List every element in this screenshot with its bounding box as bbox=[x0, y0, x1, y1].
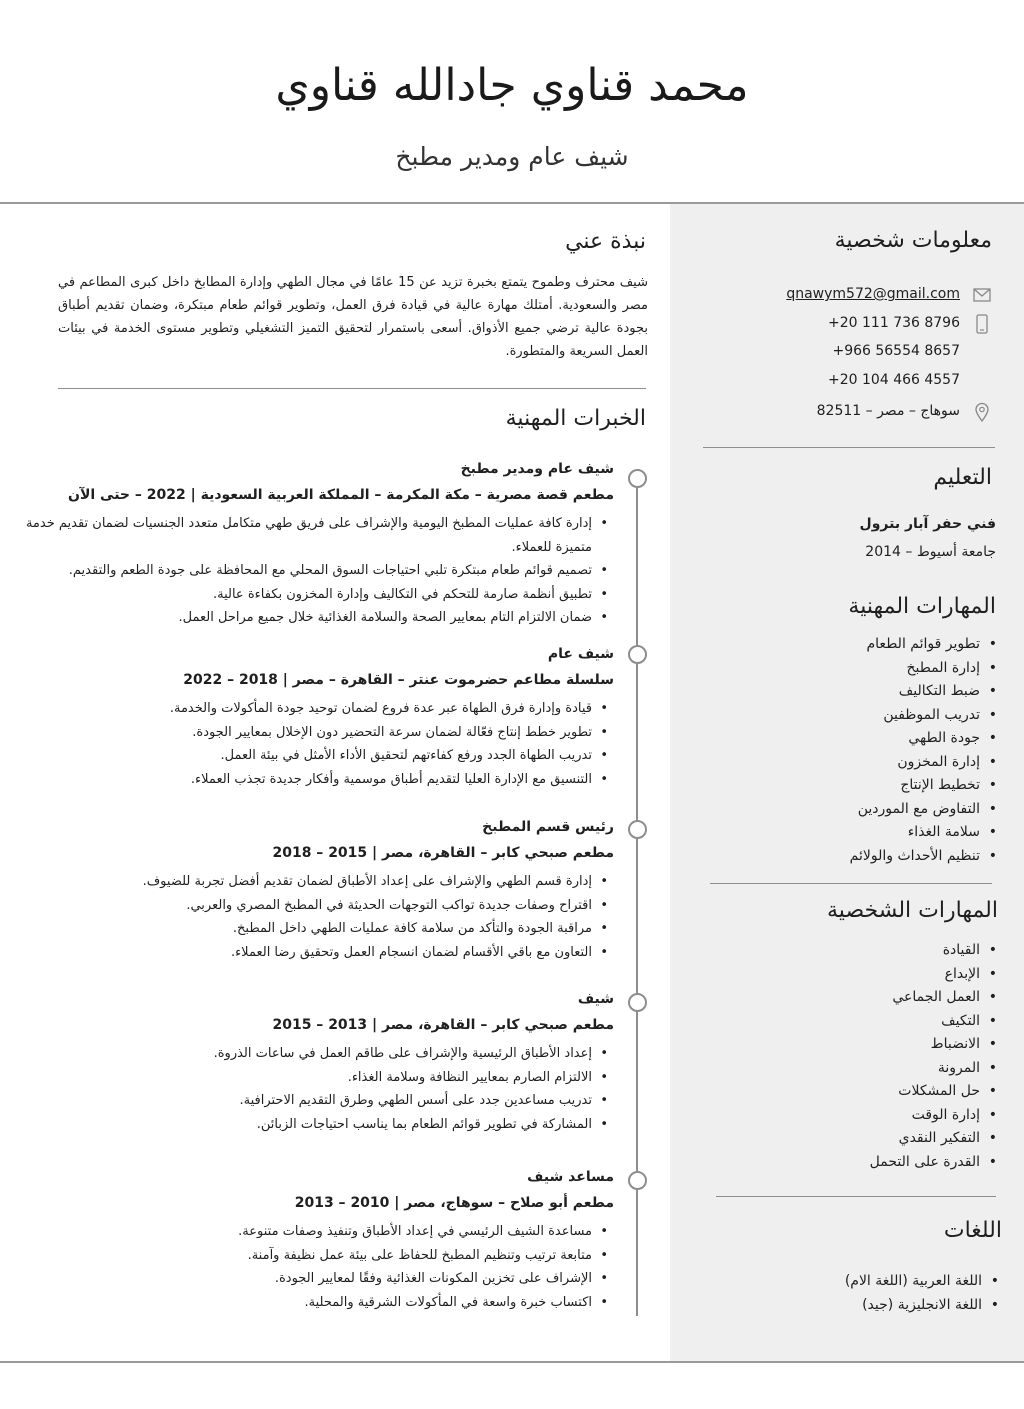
job-4-company: مطعم صبحي كابر – القاهرة، مصر | 2013 – 2015 bbox=[272, 1017, 614, 1033]
list-item: • مساعدة الشيف الرئيسي في إعداد الأطباق وتنفيذ وصفات متنوعة. bbox=[14, 1220, 614, 1244]
job-2-title: شيف عام bbox=[547, 646, 614, 662]
job-1-title: شيف عام ومدير مطبخ bbox=[460, 461, 614, 477]
job-5-company: مطعم أبو صلاح – سوهاج، مصر | 2010 – 2013 bbox=[294, 1195, 614, 1211]
location-pin-icon bbox=[972, 402, 992, 422]
list-item: • التعاون مع باقي الأقسام لضمان انسجام العمل وتحقيق رضا العملاء. bbox=[14, 941, 614, 965]
job-2-company: سلسلة مطاعم حضرموت عنتر – القاهرة – مصر | 2018 – 2022 bbox=[183, 672, 614, 688]
education-university: جامعة أسيوط – 2014 bbox=[865, 544, 996, 560]
job-1-bullets bbox=[14, 512, 614, 630]
job-4-title: شيف bbox=[577, 991, 614, 1007]
list-item: • إدارة المخزون bbox=[700, 751, 1000, 775]
list-item: • إدارة قسم الطهي والإشراف على إعداد الأطباق لضمان تقديم أفضل تجربة للضيوف. bbox=[14, 870, 614, 894]
list-item: • تطوير خطط إنتاج فعّالة لضمان سرعة التحضير دون الإخلال بمعايير الجودة. bbox=[14, 721, 614, 745]
footer-divider bbox=[0, 1361, 1024, 1363]
resume-header bbox=[0, 0, 1024, 202]
languages-title: اللغات bbox=[943, 1218, 1002, 1243]
list-item: • تنظيم الأحداث والولائم bbox=[700, 845, 1000, 869]
list-item: • تدريب الطهاة الجدد ورفع كفاءتهم لتحقيق الأداء الأمثل في بيئة العمل. bbox=[14, 744, 614, 768]
phone-3: +20 104 466 4557 bbox=[828, 372, 960, 388]
list-item: • اللغة الانجليزية (جيد) bbox=[702, 1294, 1002, 1318]
list-item: • إدارة المطبخ bbox=[700, 657, 1000, 681]
full-name: محمد قناوي جادالله قناوي bbox=[275, 60, 749, 111]
list-item: • تخطيط الإنتاج bbox=[700, 774, 1000, 798]
timeline-line bbox=[636, 478, 638, 1316]
job-3-bullets bbox=[14, 870, 614, 964]
list-item: • التكيف bbox=[700, 1010, 1000, 1034]
list-item: • حل المشكلات bbox=[700, 1080, 1000, 1104]
list-item: • التفكير النقدي bbox=[700, 1127, 1000, 1151]
list-item: • الالتزام الصارم بمعايير النظافة وسلامة الغذاء. bbox=[14, 1066, 614, 1090]
job-4-bullets bbox=[14, 1042, 614, 1136]
list-item: • تصميم قوائم طعام مبتكرة تلبي احتياجات السوق المحلي مع المحافظة على جودة الطعم والتقديم. bbox=[14, 559, 614, 583]
list-item: • إدارة الوقت bbox=[700, 1104, 1000, 1128]
job-5-bullets bbox=[14, 1220, 614, 1314]
list-item: • اكتساب خبرة واسعة في المأكولات الشرقية والمحلية. bbox=[14, 1291, 614, 1315]
list-item: • متابعة ترتيب وتنظيم المطبخ للحفاظ على بيئة عمل نظيفة وآمنة. bbox=[14, 1244, 614, 1268]
list-item: • إدارة كافة عمليات المطبخ اليومية والإشراف على فريق طهي متكامل متعدد الجنسيات لضمان تقديم خدمة متميزة للعملاء. bbox=[14, 512, 614, 559]
sidebar-divider-3 bbox=[716, 1196, 996, 1197]
contact-phone-1 bbox=[800, 313, 1000, 337]
job-5-title: مساعد شيف bbox=[527, 1169, 614, 1185]
list-item: • اللغة العربية (اللغة الام) bbox=[702, 1270, 1002, 1294]
phone-1: +20 111 736 8796 bbox=[828, 315, 960, 331]
contact-phone-2 bbox=[800, 341, 1000, 365]
contact-email[interactable] bbox=[786, 284, 1000, 308]
personal-info-title: معلومات شخصية bbox=[834, 228, 992, 253]
timeline-dot bbox=[628, 993, 647, 1012]
timeline-dot bbox=[628, 645, 647, 664]
list-item: • المرونة bbox=[700, 1057, 1000, 1081]
list-item: • الإبداع bbox=[700, 963, 1000, 987]
job-3-company: مطعم صبحي كابر – القاهرة، مصر | 2015 – 2018 bbox=[272, 845, 614, 861]
list-item: • العمل الجماعي bbox=[700, 986, 1000, 1010]
list-item: • مراقبة الجودة والتأكد من سلامة كافة عمليات الطهي داخل المطبخ. bbox=[14, 917, 614, 941]
list-item: • الانضباط bbox=[700, 1033, 1000, 1057]
job-1-company: مطعم قصة مصرية – مكة المكرمة – المملكة العربية السعودية | 2022 – حتى الآن bbox=[68, 487, 614, 503]
education-title: التعليم bbox=[933, 465, 992, 490]
mobile-phone-icon bbox=[972, 314, 992, 334]
about-title: نبذة عني bbox=[565, 229, 646, 254]
list-item: • اقتراح وصفات جديدة تواكب التوجهات الحديثة في المطبخ المصري والعربي. bbox=[14, 894, 614, 918]
list-item: • تطوير قوائم الطعام bbox=[700, 633, 1000, 657]
email-link[interactable]: qnawym572@gmail.com bbox=[786, 286, 960, 302]
timeline-dot bbox=[628, 1171, 647, 1190]
timeline-dot bbox=[628, 820, 647, 839]
sidebar-divider-2 bbox=[710, 883, 992, 884]
personal-skills-list bbox=[700, 939, 1000, 1174]
main-divider bbox=[58, 388, 646, 389]
list-item: • ضمان الالتزام التام بمعايير الصحة والسلامة الغذائية خلال جميع مراحل العمل. bbox=[14, 606, 614, 630]
list-item: • سلامة الغذاء bbox=[700, 821, 1000, 845]
professional-skills-title: المهارات المهنية bbox=[848, 594, 996, 619]
list-item: • تدريب الموظفين bbox=[700, 704, 1000, 728]
phone-2: +966 56554 8657 bbox=[832, 343, 960, 359]
contact-phone-3 bbox=[800, 370, 1000, 394]
experience-title: الخبرات المهنية bbox=[505, 406, 646, 431]
list-item: • المشاركة في تطوير قوائم الطعام بما يناسب احتياجات الزبائن. bbox=[14, 1113, 614, 1137]
personal-skills-title: المهارات الشخصية bbox=[827, 898, 998, 923]
job-2-bullets bbox=[14, 697, 614, 791]
list-item: • ضبط التكاليف bbox=[700, 680, 1000, 704]
list-item: • القيادة bbox=[700, 939, 1000, 963]
list-item: • تدريب مساعدين جدد على أسس الطهي وطرق التقديم الاحترافية. bbox=[14, 1089, 614, 1113]
job-3-title: رئيس قسم المطبخ bbox=[482, 819, 614, 835]
languages-list bbox=[702, 1270, 1002, 1317]
contact-address bbox=[800, 401, 1000, 425]
list-item: • تطبيق أنظمة صارمة للتحكم في التكاليف وإدارة المخزون بكفاءة عالية. bbox=[14, 583, 614, 607]
job-title: شيف عام ومدير مطبخ bbox=[395, 142, 629, 171]
list-item: • جودة الطهي bbox=[700, 727, 1000, 751]
list-item: • التنسيق مع الإدارة العليا لتقديم أطباق موسمية وأفكار جديدة تجذب العملاء. bbox=[14, 768, 614, 792]
list-item: • إعداد الأطباق الرئيسية والإشراف على طاقم العمل في ساعات الذروة. bbox=[14, 1042, 614, 1066]
list-item: • القدرة على التحمل bbox=[700, 1151, 1000, 1175]
list-item: • الإشراف على تخزين المكونات الغذائية وفقًا لمعايير الجودة. bbox=[14, 1267, 614, 1291]
education-degree: فني حفر آبار بترول bbox=[859, 516, 996, 532]
about-text: شيف محترف وطموح يتمتع بخبرة تزيد عن 15 عامًا في مجال الطهي وإدارة المطابخ داخل كبرى المطاعم في مصر والسعودية. أمتلك مهارة عالية في قيادة فرق العمل، وتطوير قوائم طعام مبتكرة، وضمان تقديم أطباق بجودة عالية ترضي جميع الأذواق. أسعى باستمرار لتحقيق التميز التشغيلي وتطوير مستوى الخدمة في بيئات العمل السريعة والمتطورة. bbox=[58, 275, 649, 359]
professional-skills-list bbox=[700, 633, 1000, 868]
list-item: • قيادة وإدارة فرق الطهاة عبر عدة فروع لضمان توحيد جودة المأكولات والخدمة. bbox=[14, 697, 614, 721]
list-item: • التفاوض مع الموردين bbox=[700, 798, 1000, 822]
address: سوهاج – مصر – 82511 bbox=[816, 403, 960, 419]
sidebar-divider-1 bbox=[703, 447, 995, 448]
timeline-dot bbox=[628, 469, 647, 488]
envelope-icon bbox=[972, 285, 992, 305]
